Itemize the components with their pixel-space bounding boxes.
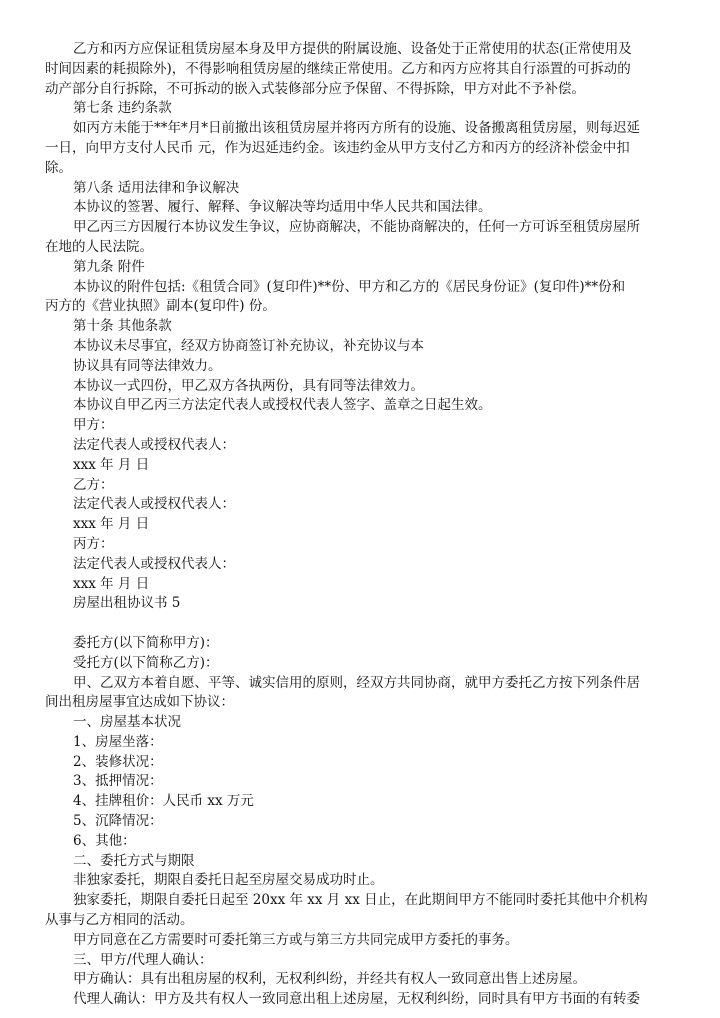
text-line: 1、房屋坐落： — [73, 733, 163, 750]
text-line: 丙方： — [73, 535, 114, 552]
text-line: 3、抵押情况： — [73, 773, 163, 790]
text-line: 独家委托，期限自委托日起至 20xx 年 xx 月 xx 日止，在此期间甲方不能同时委托其他中介机构 — [73, 892, 648, 909]
text-line: 2、装修状况： — [73, 753, 163, 770]
text-line: 间出租房屋事宜达成如下协议： — [45, 694, 234, 711]
text-line: 三、甲方/代理人确认： — [73, 951, 213, 968]
text-line: 法定代表人或授权代表人： — [73, 496, 235, 513]
text-line: xxx 年 月 日 — [73, 456, 150, 473]
text-line: 如丙方未能于**年*月*日前撤出该租赁房屋并将丙方所有的设施、设备搬离租赁房屋，则每迟延 — [73, 120, 640, 137]
text-line: 代理人确认：甲方及共有权人一致同意出租上述房屋，无权利纠纷，同时具有甲方书面的有转委 — [73, 991, 640, 1008]
text-line: 第十条 其他条款 — [73, 318, 172, 335]
text-line: xxx 年 月 日 — [73, 516, 150, 533]
text-line: 非独家委托，期限自委托日起至房屋交易成功时止。 — [73, 872, 384, 889]
text-line: 4、挂牌租价：人民币 xx 万元 — [73, 793, 254, 810]
text-line: 第八条 适用法律和争议解决 — [73, 179, 240, 196]
text-line: 丙方的《营业执照》副本(复印件) 份。 — [45, 298, 276, 315]
text-line: 法定代表人或授权代表人： — [73, 436, 235, 453]
text-line: 除。 — [45, 159, 72, 176]
text-line: 6、其他： — [73, 832, 136, 849]
document-body — [45, 40, 678, 1010]
text-line: 甲、乙双方本着自愿、平等、诚实信用的原则，经双方共同协商，就甲方委托乙方按下列条件居 — [73, 674, 640, 691]
text-line: 本协议未尽事宜，经双方协商签订补充协议，补充协议与本 — [73, 337, 424, 354]
text-line: 本协议一式四份，甲乙双方各执两份，具有同等法律效力。 — [73, 377, 424, 394]
text-line: 委托方(以下简称甲方)： — [73, 634, 219, 651]
text-line: 时间因素的耗损除外)，不得影响租赁房屋的继续正常使用。乙方和丙方应将其自行添置的可拆动的 — [45, 60, 631, 77]
text-line: 协议具有同等法律效力。 — [73, 357, 222, 374]
text-line: 甲乙丙三方因履行本协议发生争议，应协商解决，不能协商解决的，任何一方可诉至租赁房屋所 — [73, 219, 640, 236]
text-line: 第九条 附件 — [73, 258, 145, 275]
text-line: 一、房屋基本状况 — [73, 714, 181, 731]
text-line: 房屋出租协议书 5 — [73, 595, 181, 612]
text-line: 法定代表人或授权代表人： — [73, 555, 235, 572]
text-line: 乙方： — [73, 476, 114, 493]
text-line: 二、委托方式与期限 — [73, 852, 195, 869]
text-line: 动产部分自行拆除，不可拆动的嵌入式装修部分应予保留、不得拆除，甲方对此不予补偿。 — [45, 80, 585, 97]
text-line: 从事与乙方相同的活动。 — [45, 912, 194, 929]
text-line: 本协议的附件包括:《租赁合同》(复印件)**份、甲方和乙方的《居民身份证》(复印件)**份和 — [73, 278, 626, 295]
text-line: xxx 年 月 日 — [73, 575, 150, 592]
text-line: 5、沉降情况： — [73, 813, 163, 830]
text-line: 第七条 违约条款 — [73, 100, 172, 117]
text-line: 甲方确认：具有出租房屋的权利，无权利纠纷，并经共有权人一致同意出售上述房屋。 — [73, 971, 586, 988]
text-line: 乙方和丙方应保证租赁房屋本身及甲方提供的附属设施、设备处于正常使用的状态(正常使用及 — [73, 41, 632, 57]
text-line: 本协议自甲乙丙三方法定代表人或授权代表人签字、盖章之日起生效。 — [73, 397, 492, 414]
blank-line — [73, 614, 678, 634]
text-line: 甲方同意在乙方需要时可委托第三方或与第三方共同完成甲方委托的事务。 — [73, 931, 519, 948]
text-line: 受托方(以下简称乙方)： — [73, 654, 219, 671]
text-line: 甲方： — [73, 417, 114, 434]
text-line: 本协议的签署、履行、解释、争议解决等均适用中华人民共和国法律。 — [73, 199, 492, 216]
text-line: 在地的人民法院。 — [45, 238, 153, 255]
text-line: 一日，向甲方支付人民币 元，作为迟延违约金。该违约金从甲方支付乙方和丙方的经济补偿金中扣 — [45, 139, 630, 156]
